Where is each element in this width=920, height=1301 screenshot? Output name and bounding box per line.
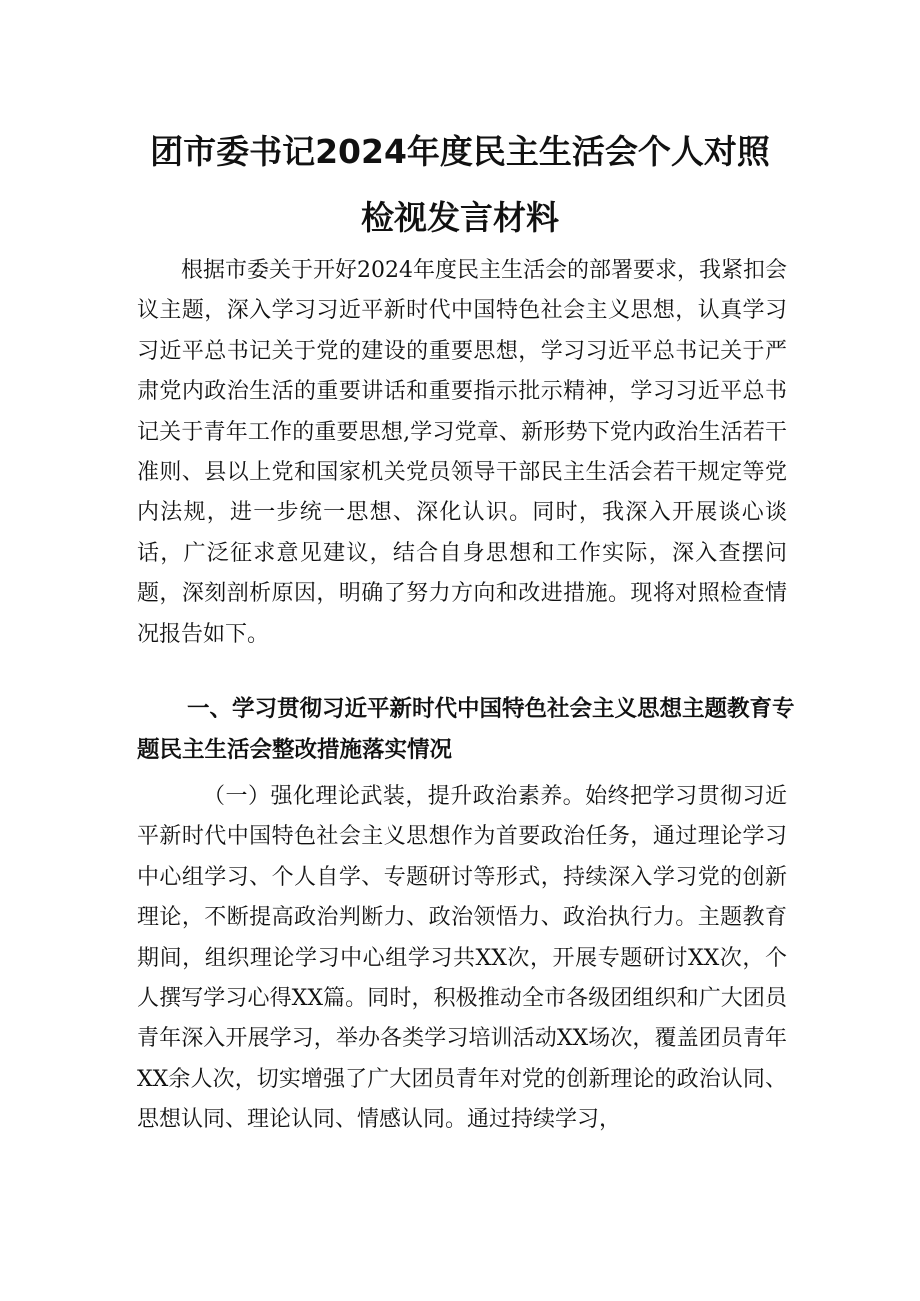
section-1-heading: 一、学习贯彻习近平新时代中国特色社会主义思想主题教育专题民主生活会整改措施落实情况 [137, 696, 795, 763]
document-title-line-2: 检视发言材料 [361, 198, 559, 237]
intro-paragraph: 根据市委关于开好2024年度民主生活会的部署要求，我紧扣会议主题，深入学习习近平新时代中国特色社会主义思想，认真学习习近平总书记关于党的建设的重要思想，学习习近平总书记关于严肃党内政治生活的重要讲话和重要指示批示精神，学习习近平总书记关于青年工作的重要思想,学习党章、新形势下党内政治生活若干准则、县以上党和国家机关党员领导干部民主生活会若干规定等党内法规，进一步统一思想、深化认识。同时，我深入开展谈心谈话，广泛征求意见建议，结合自身思想和工作实际，深入查摆问题，深刻剖析原因，明确了努力方向和改进措施。现将对照检查情况报告如下。 [137, 258, 787, 647]
document-title-line-1: 团市委书记2024年度民主生活会个人对照 [150, 132, 770, 171]
section-1-paragraph: （一）强化理论武装，提升政治素养。始终把学习贯彻习近平新时代中国特色社会主义思想作为首要政治任务，通过理论学习中心组学习、个人自学、专题研讨等形式，持续深入学习党的创新理论，不断提高政治判断力、政治领悟力、政治执行力。主题教育期间，组织理论学习中心组学习共XX次，开展专题研讨XX次，个人撰写学习心得XX篇。同时，积极推动全市各级团组织和广大团员青年深入开展学习，举办各类学习培训活动XX场次，覆盖团员青年XX余人次，切实增强了广大团员青年对党的创新理论的政治认同、思想认同、理论认同、情感认同。通过持续学习， [137, 784, 787, 1133]
